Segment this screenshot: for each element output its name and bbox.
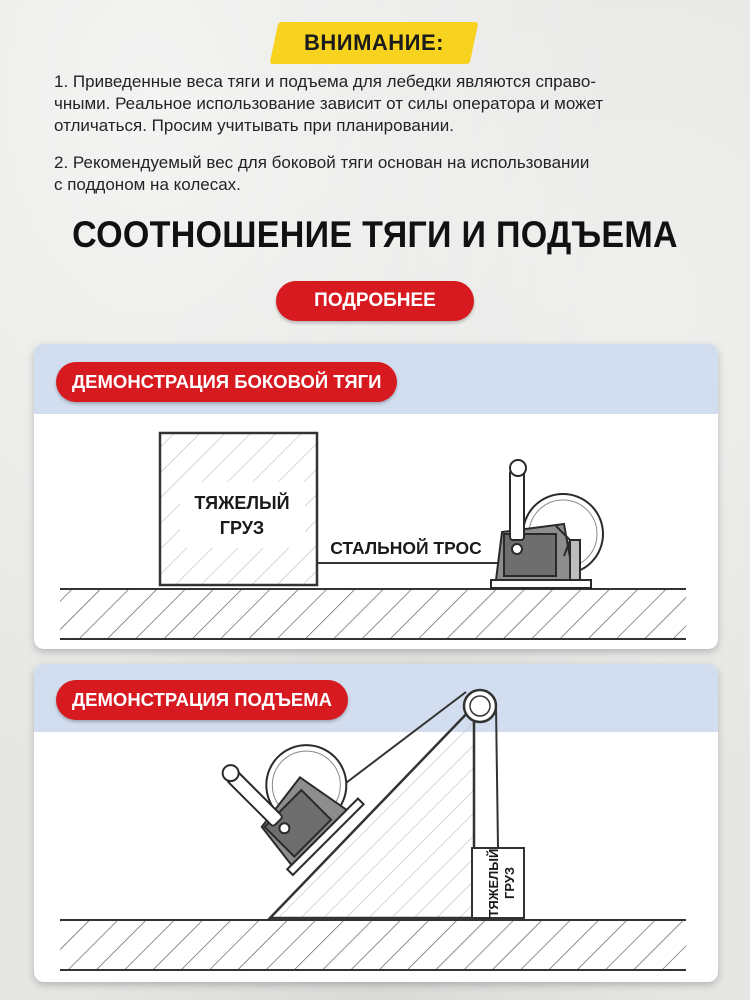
note-1: [54, 71, 704, 137]
ground: [60, 589, 686, 639]
lift-load-label-line-1: ТЯЖЕЛЫЙ: [486, 848, 501, 918]
attention-label: ВНИМАНИЕ:: [303, 30, 444, 55]
side-load-label-line-2: ГРУЗ: [219, 518, 265, 538]
winch-icon: [491, 460, 603, 588]
note-1-line-3: отличаться. Просим учитывать при планировании.: [54, 116, 454, 135]
note-2: [54, 152, 704, 196]
lift-diagram: [34, 664, 718, 982]
cable-label: СТАЛЬНОЙ ТРОС: [330, 538, 482, 558]
note-1-line-1: 1. Приведенные веса тяги и подъема для лебедки являются справо-: [54, 72, 597, 91]
lift-card: [34, 664, 718, 982]
lift-label: ДЕМОНСТРАЦИЯ ПОДЪЕМА: [56, 680, 348, 720]
hanging-cable: [496, 706, 498, 848]
note-1-line-2: чными. Реальное использование зависит от силы оператора и может: [54, 94, 604, 113]
ground: [60, 920, 686, 970]
lift-load-label-line-2: ГРУЗ: [502, 866, 517, 900]
side-pull-label: ДЕМОНСТРАЦИЯ БОКОВОЙ ТЯГИ: [56, 362, 397, 402]
side-pull-diagram: [34, 344, 718, 649]
side-pull-card: [34, 344, 718, 649]
note-2-line-1: 2. Рекомендуемый вес для боковой тяги основан на использовании: [54, 153, 590, 172]
note-2-line-2: с поддоном на колесах.: [54, 175, 241, 194]
more-button[interactable]: ПОДРОБНЕЕ: [276, 281, 474, 321]
page-title: СООТНОШЕНИЕ ТЯГИ И ПОДЪЕМА: [72, 214, 678, 255]
side-load-label-line-1: ТЯЖЕЛЫЙ: [194, 493, 290, 513]
pulley-icon: [464, 690, 496, 722]
